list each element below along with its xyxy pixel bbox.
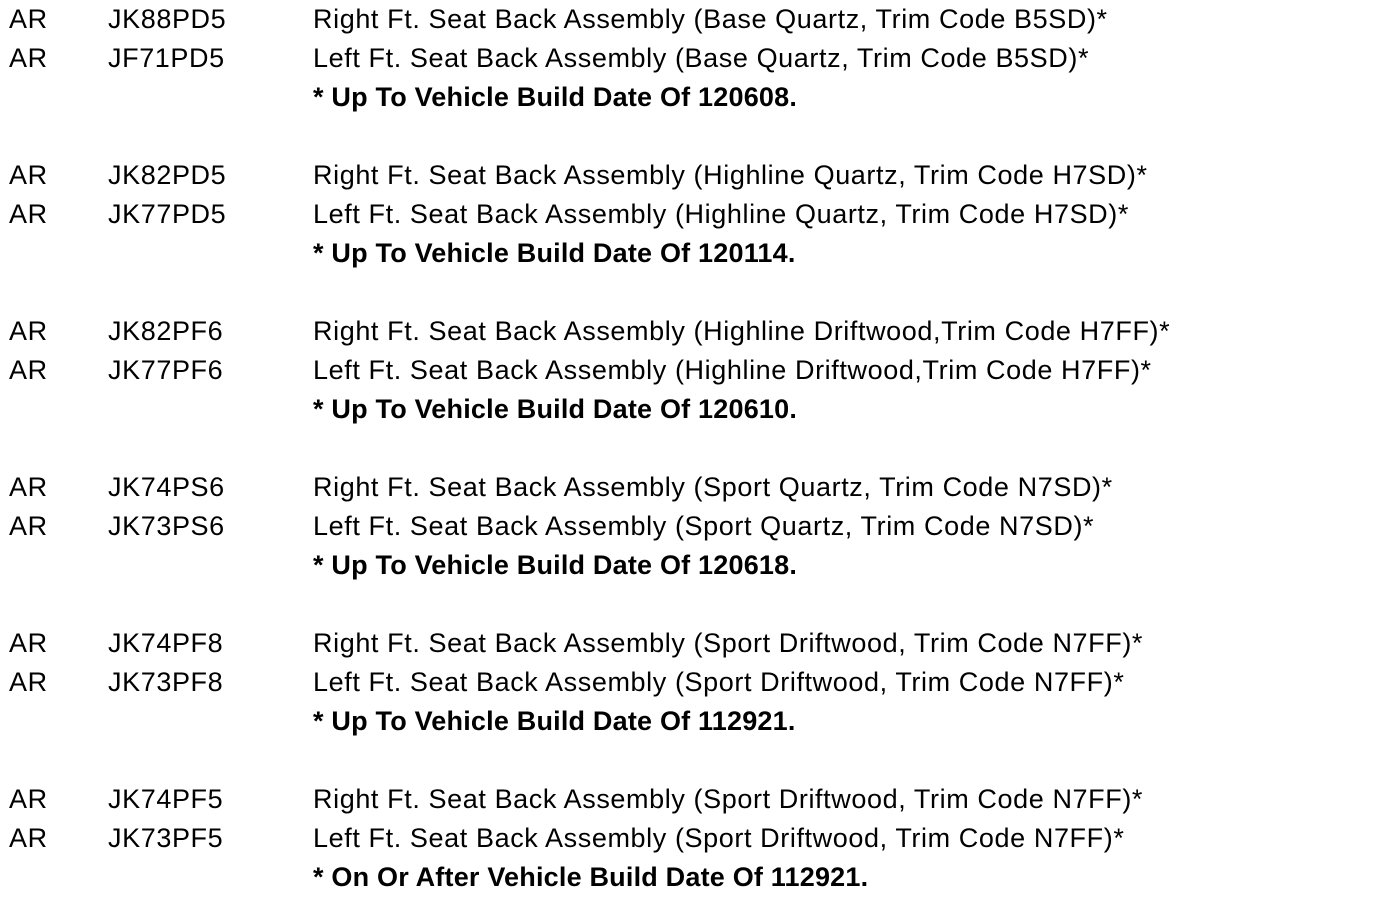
build-date-note: * Up To Vehicle Build Date Of 120618. xyxy=(313,550,798,580)
code-cell: AR xyxy=(9,43,48,73)
description-cell: Right Ft. Seat Back Assembly (Sport Quartz, Trim Code N7SD)* xyxy=(313,472,1113,502)
part-number-cell: JK77PD5 xyxy=(108,199,227,229)
part-row xyxy=(0,663,1376,702)
code-cell: AR xyxy=(9,667,48,697)
part-row xyxy=(0,780,1376,819)
build-date-note-row xyxy=(0,858,1376,897)
part-number-cell: JK73PF8 xyxy=(108,667,224,697)
description-cell: Right Ft. Seat Back Assembly (Base Quartz, Trim Code B5SD)* xyxy=(313,4,1108,34)
build-date-note: * Up To Vehicle Build Date Of 120608. xyxy=(313,82,798,112)
code-cell: AR xyxy=(9,823,48,853)
part-row xyxy=(0,0,1376,39)
description-cell: Left Ft. Seat Back Assembly (Highline Driftwood,Trim Code H7FF)* xyxy=(313,355,1152,385)
description-cell: Left Ft. Seat Back Assembly (Sport Quartz, Trim Code N7SD)* xyxy=(313,511,1095,541)
part-row xyxy=(0,156,1376,195)
part-row xyxy=(0,39,1376,78)
part-row xyxy=(0,624,1376,663)
description-cell: Right Ft. Seat Back Assembly (Sport Driftwood, Trim Code N7FF)* xyxy=(313,784,1144,814)
code-cell: AR xyxy=(9,355,48,385)
description-cell: Left Ft. Seat Back Assembly (Base Quartz, Trim Code B5SD)* xyxy=(313,43,1090,73)
part-row xyxy=(0,468,1376,507)
code-cell: AR xyxy=(9,511,48,541)
build-date-note-row xyxy=(0,234,1376,273)
code-cell: AR xyxy=(9,160,48,190)
build-date-note: * Up To Vehicle Build Date Of 120114. xyxy=(313,238,796,268)
description-cell: Left Ft. Seat Back Assembly (Sport Driftwood, Trim Code N7FF)* xyxy=(313,823,1125,853)
build-date-note-row xyxy=(0,702,1376,741)
build-date-note: * Up To Vehicle Build Date Of 120610. xyxy=(313,394,798,424)
part-number-cell: JK73PF5 xyxy=(108,823,224,853)
part-number-cell: JK77PF6 xyxy=(108,355,224,385)
build-date-note-row xyxy=(0,390,1376,429)
part-row xyxy=(0,195,1376,234)
part-row xyxy=(0,351,1376,390)
build-date-note: * Up To Vehicle Build Date Of 112921. xyxy=(313,706,796,736)
part-number-cell: JK82PD5 xyxy=(108,160,227,190)
code-cell: AR xyxy=(9,472,48,502)
part-number-cell: JK74PF5 xyxy=(108,784,224,814)
code-cell: AR xyxy=(9,316,48,346)
description-cell: Right Ft. Seat Back Assembly (Highline Driftwood,Trim Code H7FF)* xyxy=(313,316,1171,346)
code-cell: AR xyxy=(9,4,48,34)
part-number-cell: JF71PD5 xyxy=(108,43,225,73)
description-cell: Right Ft. Seat Back Assembly (Sport Driftwood, Trim Code N7FF)* xyxy=(313,628,1144,658)
description-cell: Right Ft. Seat Back Assembly (Highline Quartz, Trim Code H7SD)* xyxy=(313,160,1148,190)
part-number-cell: JK82PF6 xyxy=(108,316,224,346)
part-row xyxy=(0,312,1376,351)
code-cell: AR xyxy=(9,784,48,814)
part-row xyxy=(0,819,1376,858)
code-cell: AR xyxy=(9,199,48,229)
build-date-note-row xyxy=(0,78,1376,117)
description-cell: Left Ft. Seat Back Assembly (Sport Driftwood, Trim Code N7FF)* xyxy=(313,667,1125,697)
build-date-note-row xyxy=(0,546,1376,585)
description-cell: Left Ft. Seat Back Assembly (Highline Quartz, Trim Code H7SD)* xyxy=(313,199,1129,229)
part-row xyxy=(0,507,1376,546)
build-date-note: * On Or After Vehicle Build Date Of 112921. xyxy=(313,862,869,892)
code-cell: AR xyxy=(9,628,48,658)
part-number-cell: JK74PS6 xyxy=(108,472,225,502)
part-number-cell: JK73PS6 xyxy=(108,511,225,541)
part-number-cell: JK74PF8 xyxy=(108,628,224,658)
part-number-cell: JK88PD5 xyxy=(108,4,227,34)
